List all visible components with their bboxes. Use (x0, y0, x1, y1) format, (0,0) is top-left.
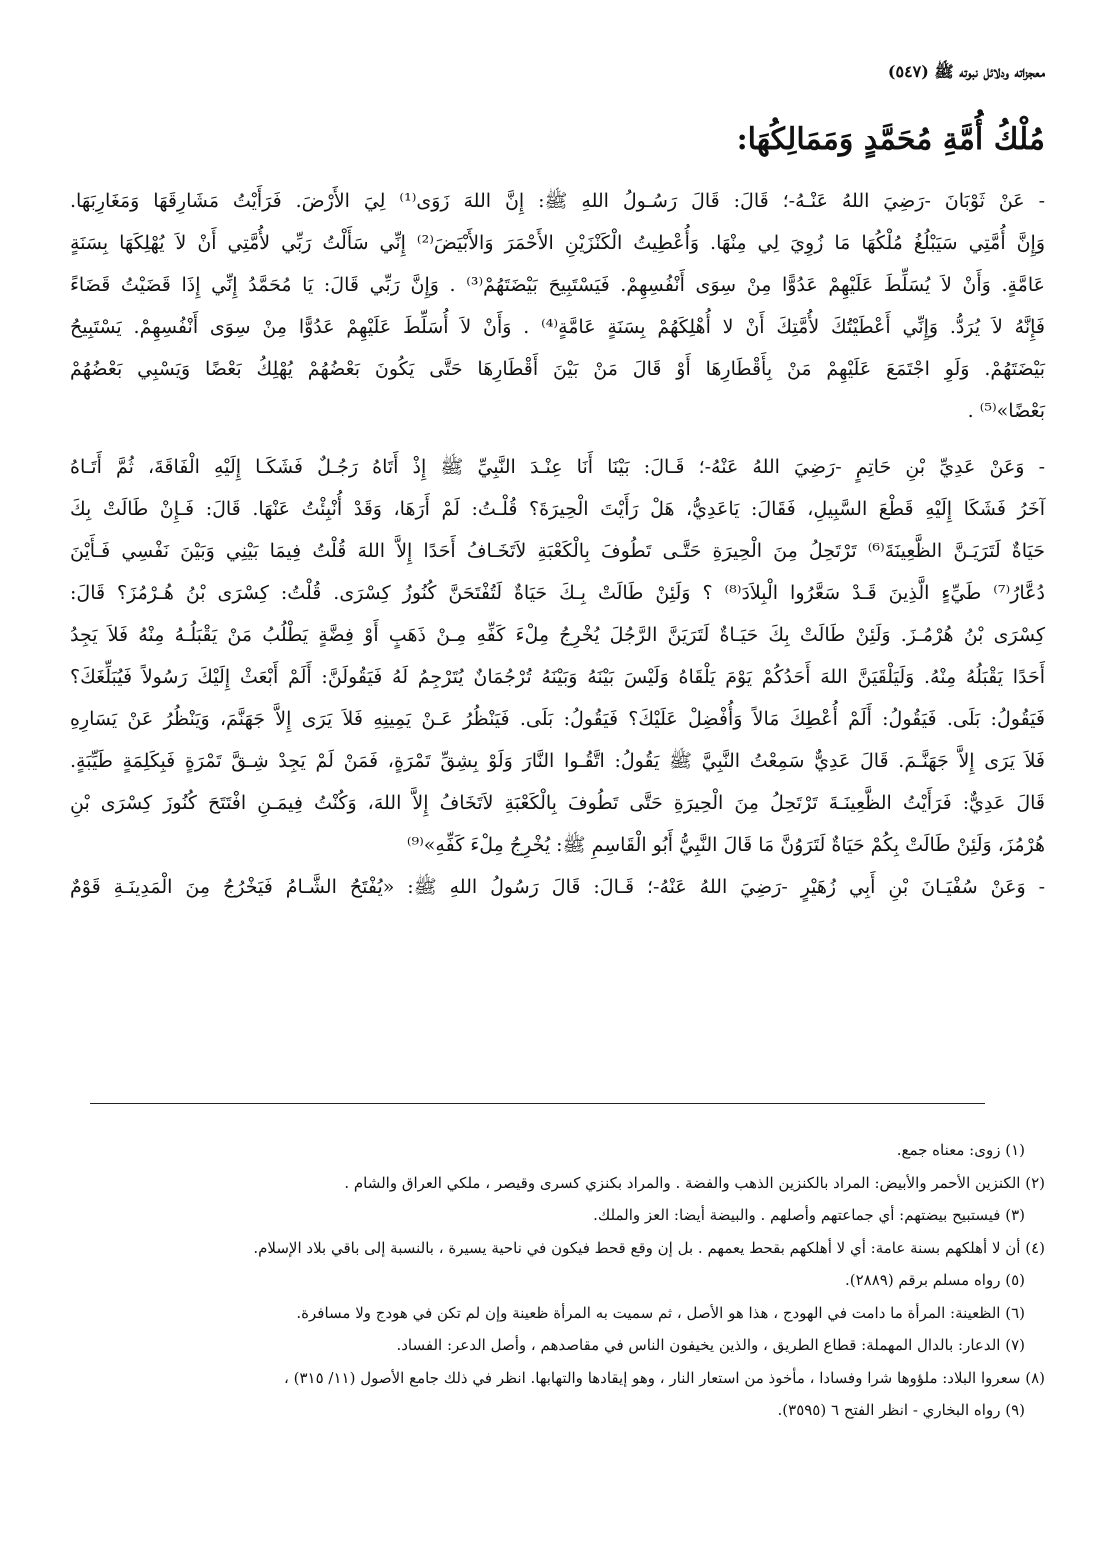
book-page (70, 0, 1045, 1554)
section-title: مُلْكُ أُمَّةِ مُحَمَّدٍ وَمَمَالِكُهَا: (736, 122, 1045, 157)
text-line: فَإِنَّهُ لاَ يُرَدُّ. وَإِنِّي أَعْطَيْتُكَ لأُمَّتِكَ أَنْ لا أُهْلِكَهُمْ بِسَنَةٍ عَامَّةٍ⁽⁴⁾ . وَأَنْ لاَ أُسَلِّطَ عَلَيْهِمْ عَدُوًّا مِنْ سِوَى أَنْفُسِهِمْ. يَسْتَبِيحُ (70, 316, 1046, 338)
text-line: هُرْمُزَ، وَلَئِنْ طَالَتْ بِكُمْ حَيَاةٌ لَتَرَوُنَّ مَا قَالَ النَّبِيُّ أَبُو الْقَاسِمِ ﷺ: يُخْرِجُ مِلْءَ كَفِّهِ»⁽⁹⁾ (406, 834, 1045, 856)
running-header: معجزاته ودلائل نبوته ﷺ (٥٤٧) (887, 62, 1045, 81)
footnote: (٢) الكنزين الأحمر والأبيض: المراد بالكنزين الذهب والفضة . والمراد بكنزي كسرى وقيصر ، ملكي العراق والشام . (344, 1173, 1045, 1192)
text-line: أَحَدًا يَقْبَلُهُ مِنْهُ. وَلَيَلْقَيَنَّ اللهَ أَحَدُكُمْ يَوْمَ يَلْقَاهُ وَلَيْسَ بَيْنَهُ وَبَيْنَهُ تُرْجُمَانٌ يُتَرْجِمُ لَهُ فَيَقُولَنَّ: أَلَمْ أَبْعَثْ إِلَيْكَ رَسُولاً فَيُبَلِّغَكَ؟ (70, 666, 1045, 688)
text-line: كِسْرَى بْنُ هُرْمُـزَ. وَلَئِنْ طَالَتْ بِكَ حَيَـاةٌ لَتَرَيَنَّ الرَّجُلَ يُخْرِجُ مِلْءَ كَفِّهِ مِـنْ ذَهَبٍ أَوْ فِضَّةٍ يَطْلُبُ مَنْ يَقْبَلُـهُ مِنْهُ فَلاَ يَجِدُ (70, 624, 1045, 646)
text-line: دُعَّارُ⁽⁷⁾ طَيِّءٍ الَّذِينَ قَـدْ سَعَّرُوا الْبِلاَدَ⁽⁸⁾ ؟ وَلَئِنْ طَالَتْ بِـكَ حَيَاةٌ لَتُفْتَحَنَّ كُنُوزُ كِسْرَى. قُلْتُ: كِسْرَى بْنُ هُـرْمُزَ؟ قَالَ: (70, 582, 1045, 604)
footnote: (٦) الظعينة: المرأة ما دامت في الهودج ، هذا هو الأصل ، ثم سميت به المرأة ظعينة وإن لم تكن في هودج ولا مسافرة. (296, 1303, 1025, 1322)
footnote: (٩) رواه البخاري - انظر الفتح ٦ (٣٥٩٥). (777, 1401, 1025, 1419)
text-line: - عَنْ ثَوْبَانَ -رَضِيَ اللهُ عَنْـهُ-؛ قَالَ: قَالَ رَسُـولُ اللهِ ﷺ: إِنَّ اللهَ زَوَى⁽¹⁾ لِيَ الأَرْضَ. فَرَأَيْتُ مَشَارِقَهَا وَمَغَارِبَهَا. (70, 190, 1045, 212)
footnote: (٥) رواه مسلم برقم (٢٨٨٩). (844, 1271, 1025, 1289)
text-line: قَالَ عَدِيٌّ: فَرَأَيْتُ الظَّعِينَـةَ تَرْتَحِلُ مِنَ الْحِيرَةِ حَتَّى تَطُوفَ بِالْكَعْبَةِ لاَتَخَافُ إِلاَّ اللهَ، وَكُنْتُ فِيمَـنِ افْتَتَحَ كُنُوزَ كِسْرَى بْنِ (70, 792, 1045, 814)
hadith-sufyan (70, 866, 1045, 908)
text-line: فَلاَ يَرَى إِلاَّ جَهَنَّـمَ. قَالَ عَدِيٌّ سَمِعْتُ النَّبِيَّ ﷺ يَقُولُ: اتَّقُـوا النَّارَ وَلَوْ بِشِقِّ تَمْرَةٍ، فَمَنْ لَمْ يَجِدْ شِـقَّ تَمْرَةٍ فَبِكَلِمَةٍ طَيِّبَةٍ. (70, 750, 1045, 772)
footnotes (70, 1134, 1045, 1427)
hadith-adi (70, 446, 1045, 866)
text-line: - وَعَنْ عَدِيِّ بْنِ حَاتِمٍ -رَضِيَ اللهُ عَنْهُ-؛ قَـالَ: بَيْنَا أَنَا عِنْـدَ النَّبِيِّ ﷺ إِذْ أَتَاهُ رَجُـلٌ فَشَكَـا إِلَيْهِ الْفَاقَةَ، ثُمَّ أَتَـاهُ (70, 456, 1045, 478)
main-text (70, 180, 1045, 908)
text-line: - وَعَنْ سُفْيَـانَ بْنِ أَبِي زُهَيْرٍ -رَضِيَ اللهُ عَنْهُ-؛ قَـالَ: قَالَ رَسُولُ اللهِ ﷺ: «يُفْتَحُ الشَّـامُ فَيَخْرُجُ مِنَ الْمَدِينَـةِ قَوْمٌ (70, 876, 1045, 898)
text-line: بَيْضَتَهُمْ. وَلَوِ اجْتَمَعَ عَلَيْهِمْ مَنْ بِأَقْطَارِهَا أَوْ قَالَ مَنْ بَيْنَ أَقْطَارِهَا حَتَّى يَكُونَ بَعْضُهُمْ يُهْلِكُ بَعْضًا وَيَسْبِي بَعْضُهُمْ (70, 358, 1045, 380)
text-line: وَإِنَّ أُمَّتِي سَيَبْلُغُ مُلْكُهَا مَا زُوِيَ لِي مِنْهَا. وَأُعْطِيتُ الْكَنْزَيْنِ الأَحْمَرَ وَالأَبْيَضَ⁽²⁾ إِنِّي سَأَلْتُ رَبِّي لأُمَّتِي أَنْ لاَ يُهْلِكَهَا بِسَنَةٍ (70, 232, 1045, 254)
footnote: (٨) سعروا البلاد: ملؤوها شرا وفسادا ، مأخوذ من استعار النار ، وهو إيقادها والتهابها. انظر في ذلك جامع الأصول (١١/ ٣١٥) ، (284, 1368, 1045, 1387)
footnote: (٤) أن لا أهلكهم بسنة عامة: أي لا أهلكهم بقحط يعمهم . بل إن وقع قحط فيكون في ناحية يسيرة ، بالنسبة إلى باقي بلاد الإسلام. (253, 1238, 1045, 1257)
text-line: حَيَاةٌ لَتَرَيَـنَّ الظَّعِينَةَ⁽⁶⁾ تَرْتَحِلُ مِنَ الْحِيرَةِ حَتَّـى تَطُوفَ بِالْكَعْبَةِ لاَتَخَـافُ أَحَدًا إِلاَّ اللهَ قُلْتُ فِيمَا بَيْنِي وَبَيْنَ نَفْسِي فَـأَيْنَ (70, 540, 1045, 562)
text-line: آخَرُ فَشَكَا إِلَيْهِ قَطْعَ السَّبِيلِ، فَقَالَ: يَاعَدِيُّ، هَلْ رَأَيْتَ الْحِيرَةَ؟ قُلْـتُ: لَمْ أَرَهَا، وَقَدْ أُنْبِئْتُ عَنْهَا. قَالَ: فَـإِنْ طَالَتْ بِكَ (70, 498, 1045, 520)
footnote: (١) زوى: معناه جمع. (896, 1141, 1025, 1159)
footnote-divider (90, 1103, 985, 1104)
text-line: فَيَقُولُ: بَلَى. فَيَقُولُ: أَلَمْ أُعْطِكَ مَالاً وَأُفْضِلْ عَلَيْكَ؟ فَيَقُولُ: بَلَى. فَيَنْظُرُ عَـنْ يَمِينِهِ فَلاَ يَرَى إِلاَّ جَهَنَّمَ، وَيَنْظُرُ عَنْ يَسَارِهِ (70, 708, 1045, 730)
text-line: عَامَّةٍ. وَأَنْ لاَ يُسَلِّطَ عَلَيْهِمْ عَدُوًّا مِنْ سِوَى أَنْفُسِهِمْ. فَيَسْتَبِيحَ بَيْضَتَهُمْ⁽³⁾ . وَإِنَّ رَبِّي قَالَ: يَا مُحَمَّدُ إِنِّي إِذَا قَضَيْتُ قَضَاءً (70, 274, 1045, 296)
footnote: (٧) الدعار: بالدال المهملة: قطاع الطريق ، والذين يخيفون الناس في مقاصدهم ، وأصل الدعر: الفساد. (396, 1336, 1025, 1354)
footnote: (٣) فيستبيح بيضتهم: أي جماعتهم وأصلهم . والبيضة أيضا: العز والملك. (593, 1206, 1025, 1224)
text-line: بَعْضًا»⁽⁵⁾ . (967, 400, 1045, 422)
hadith-thawban (70, 180, 1045, 432)
